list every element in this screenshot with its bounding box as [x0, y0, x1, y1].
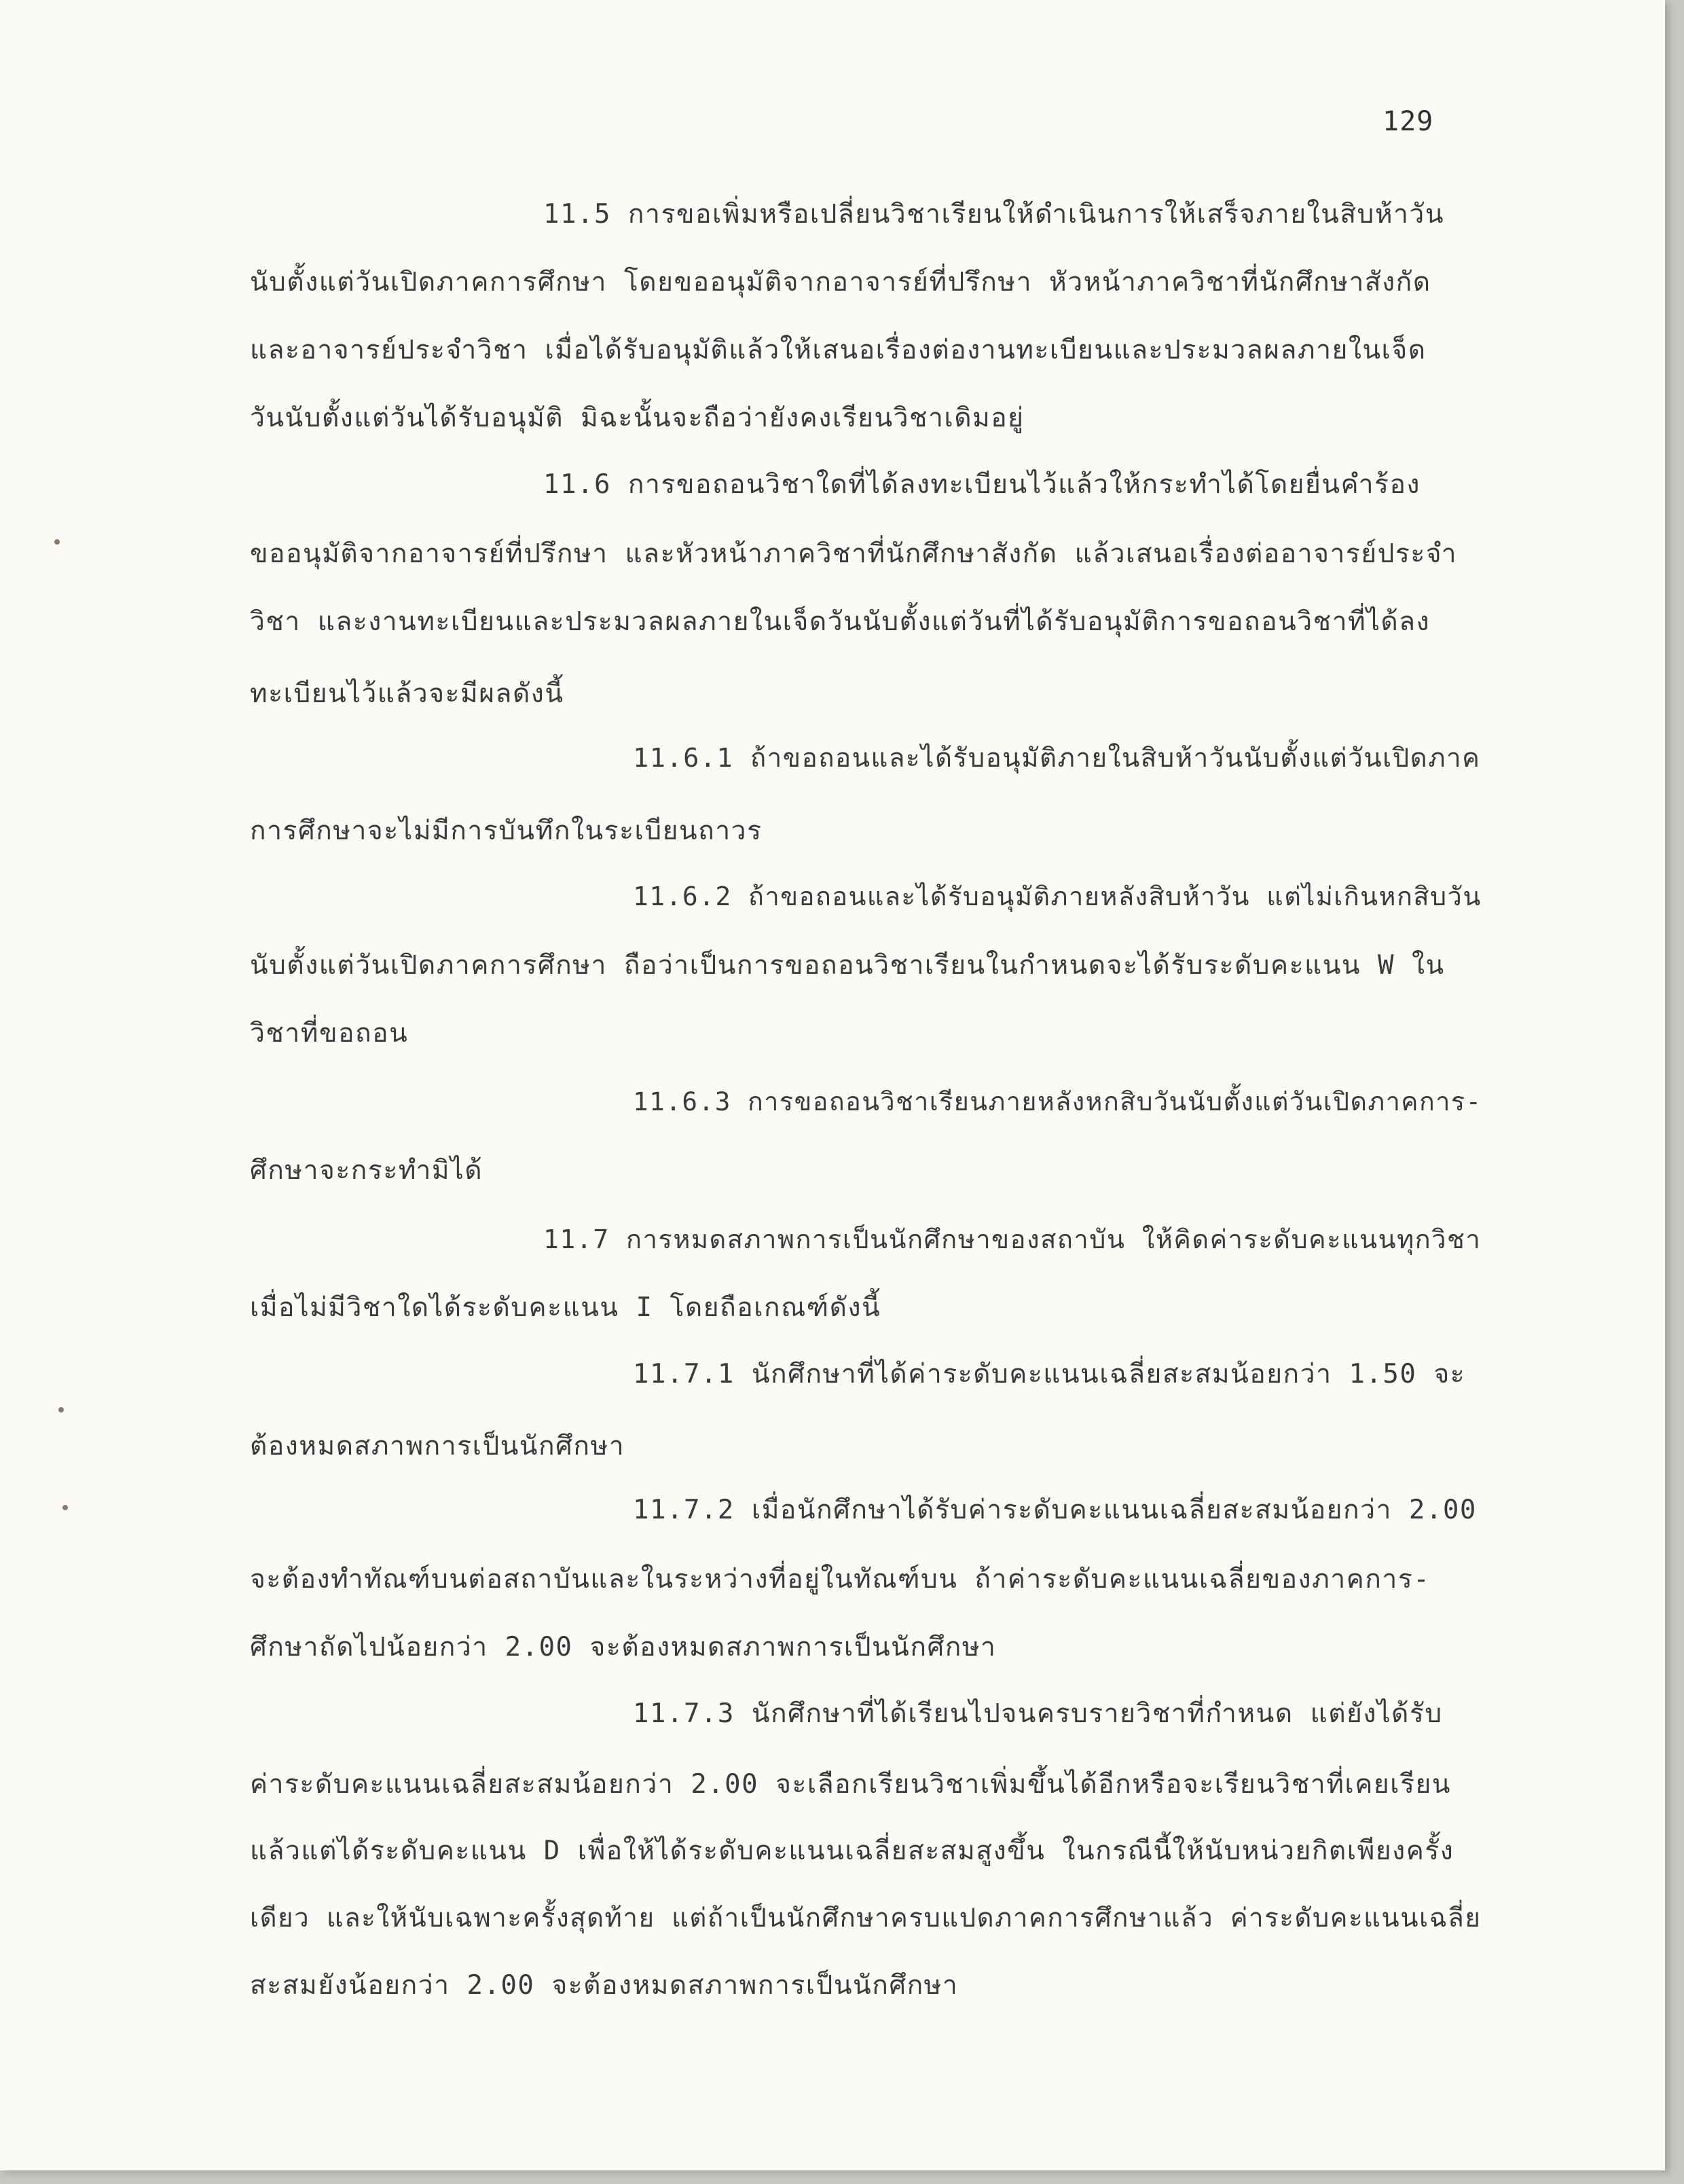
paper-speck — [54, 539, 60, 545]
section-11-7-3-line-1: 11.7.3 นักศึกษาที่ได้เรียนไปจนครบรายวิชาที่กำหนด แต่ยังได้รับ — [633, 1698, 1443, 1729]
section-11-7-line-2: เมื่อไม่มีวิชาใดได้ระดับคะแนน I โดยถือเกณฑ์ดังนี้ — [250, 1292, 881, 1323]
section-11-6-2-line-3: วิชาที่ขอถอน — [250, 1018, 409, 1049]
section-11-6-line-4: ทะเบียนไว้แล้วจะมีผลดังนี้ — [250, 678, 564, 709]
page-number: 129 — [1383, 106, 1434, 137]
section-11-6-2-line-1: 11.6.2 ถ้าขอถอนและได้รับอนุมัติภายหลังสิบห้าวัน แต่ไม่เกินหกสิบวัน — [633, 881, 1482, 911]
section-11-5-line-2: นับตั้งแต่วันเปิดภาคการศึกษา โดยขออนุมัติจากอาจารย์ที่ปรึกษา หัวหน้าภาควิชาที่นักศึกษาสังกัด — [250, 267, 1431, 297]
section-11-7-3-line-5: สะสมยังน้อยกว่า 2.00 จะต้องหมดสภาพการเป็นนักศึกษา — [250, 1970, 959, 2001]
section-11-6-line-2: ขออนุมัติจากอาจารย์ที่ปรึกษา และหัวหน้าภาควิชาที่นักศึกษาสังกัด แล้วเสนอเรื่องต่ออาจารย์ประจำ — [250, 539, 1458, 569]
section-11-5-line-3: และอาจารย์ประจำวิชา เมื่อได้รับอนุมัติแล้วให้เสนอเรื่องต่องานทะเบียนและประมวลผลภายในเจ็ด — [250, 335, 1427, 365]
section-11-6-line-1: 11.6 การขอถอนวิชาใดที่ได้ลงทะเบียนไว้แล้วให้กระทำได้โดยยื่นคำร้อง — [543, 469, 1421, 500]
section-11-7-2-line-1: 11.7.2 เมื่อนักศึกษาได้รับค่าระดับคะแนนเฉลี่ยสะสมน้อยกว่า 2.00 — [633, 1495, 1477, 1525]
paper-speck — [62, 1505, 68, 1510]
section-11-6-1-line-2: การศึกษาจะไม่มีการบันทึกในระเบียนถาวร — [250, 816, 763, 846]
section-11-6-3-line-2: ศึกษาจะกระทำมิได้ — [250, 1155, 483, 1186]
section-11-6-line-3: วิชา และงานทะเบียนและประมวลผลภายในเจ็ดวันนับตั้งแต่วันที่ได้รับอนุมัติการขอถอนวิชาที่ได้ลง — [250, 606, 1431, 637]
section-11-7-1-line-2: ต้องหมดสภาพการเป็นนักศึกษา — [250, 1431, 625, 1461]
section-11-7-1-line-1: 11.7.1 นักศึกษาที่ได้ค่าระดับคะแนนเฉลี่ยสะสมน้อยกว่า 1.50 จะ — [633, 1359, 1466, 1389]
section-11-7-3-line-2: ค่าระดับคะแนนเฉลี่ยสะสมน้อยกว่า 2.00 จะเลือกเรียนวิชาเพิ่มขึ้นได้อีกหรือจะเรียนวิชาที่เคยเรียน — [250, 1769, 1451, 1800]
section-11-7-line-1: 11.7 การหมดสภาพการเป็นนักศึกษาของสถาบัน ให้คิดค่าระดับคะแนนทุกวิชา — [543, 1224, 1482, 1254]
section-11-7-2-line-2: จะต้องทำทัณฑ์บนต่อสถาบันและในระหว่างที่อยู่ในทัณฑ์บน ถ้าค่าระดับคะแนนเฉลี่ยของภาคการ- — [250, 1564, 1431, 1595]
section-11-5-line-1: 11.5 การขอเพิ่มหรือเปลี่ยนวิชาเรียนให้ดำเนินการให้เสร็จภายในสิบห้าวัน — [543, 199, 1444, 230]
paper-speck — [58, 1407, 64, 1413]
section-11-6-3-line-1: 11.6.3 การขอถอนวิชาเรียนภายหลังหกสิบวันนับตั้งแต่วันเปิดภาคการ- — [633, 1087, 1482, 1116]
section-11-7-3-line-3: แล้วแต่ได้ระดับคะแนน D เพื่อให้ได้ระดับคะแนนเฉลี่ยสะสมสูงขึ้น ในกรณีนี้ให้นับหน่วยกิตเพียงครั้ง — [250, 1836, 1454, 1866]
section-11-7-2-line-3: ศึกษาถัดไปน้อยกว่า 2.00 จะต้องหมดสภาพการเป็นนักศึกษา — [250, 1632, 997, 1662]
section-11-6-1-line-1: 11.6.1 ถ้าขอถอนและได้รับอนุมัติภายในสิบห้าวันนับตั้งแต่วันเปิดภาค — [633, 743, 1481, 774]
section-11-5-line-4: วันนับตั้งแต่วันได้รับอนุมัติ มิฉะนั้นจะถือว่ายังคงเรียนวิชาเดิมอยู่ — [250, 403, 1025, 433]
section-11-7-3-line-4: เดียว และให้นับเฉพาะครั้งสุดท้าย แต่ถ้าเป็นนักศึกษาครบแปดภาคการศึกษาแล้ว ค่าระดับคะแนนเฉลี่ย — [250, 1903, 1482, 1933]
section-11-6-2-line-2: นับตั้งแต่วันเปิดภาคการศึกษา ถือว่าเป็นการขอถอนวิชาเรียนในกำหนดจะได้รับระดับคะแนน W ใน — [250, 950, 1445, 981]
